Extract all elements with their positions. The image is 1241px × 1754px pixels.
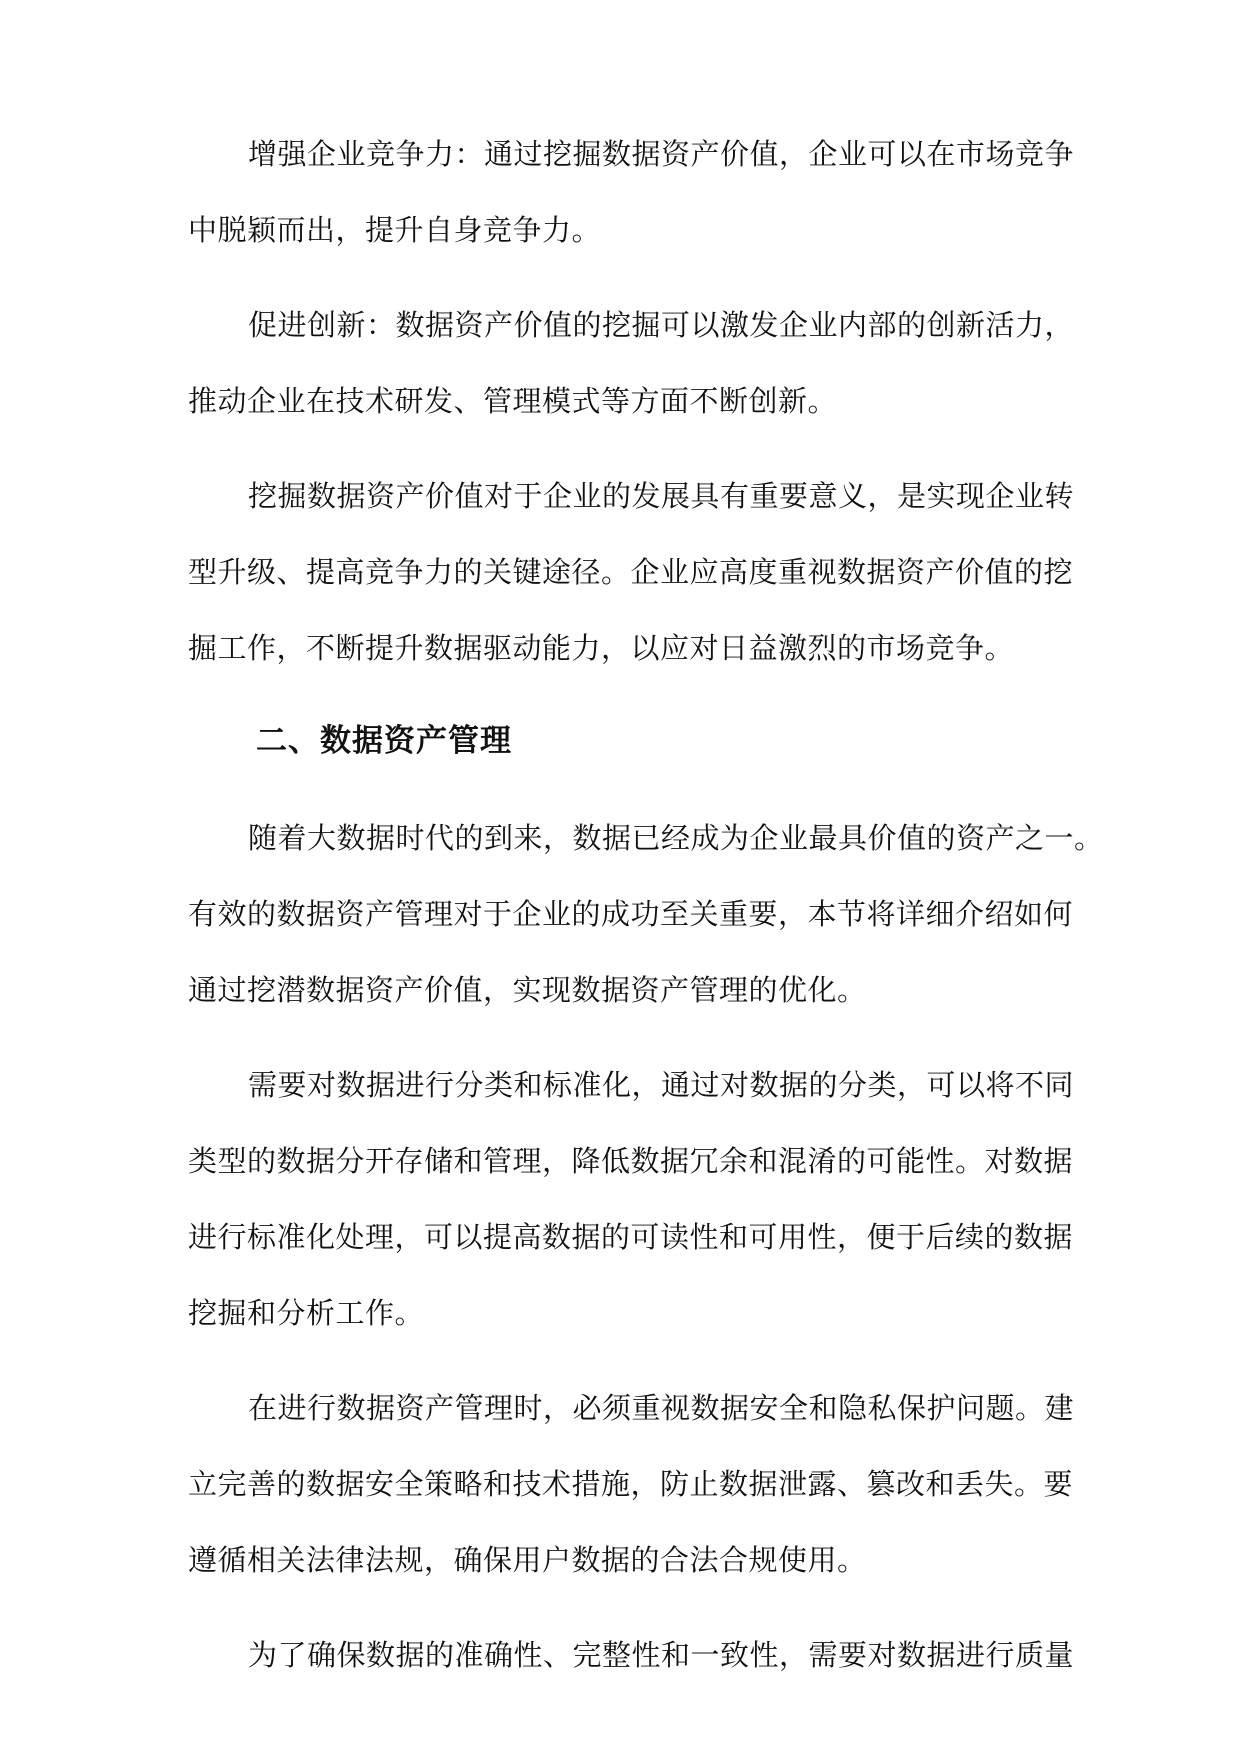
- text-line: 进行标准化处理，可以提高数据的可读性和可用性，便于后续的数据: [188, 1220, 1074, 1254]
- text-line: 为了确保数据的准确性、完整性和一致性，需要对数据进行质量: [248, 1638, 1075, 1672]
- section-heading: 二、数据资产管理: [256, 723, 512, 759]
- text-line: 立完善的数据安全策略和技术措施，防止数据泄露、篡改和丢失。要: [188, 1467, 1074, 1501]
- text-line: 有效的数据资产管理对于企业的成功至关重要，本节将详细介绍如何: [188, 897, 1074, 931]
- text-line: 促进创新：数据资产价值的挖掘可以激发企业内部的创新活力，: [248, 308, 1075, 342]
- text-line: 推动企业在技术研发、管理模式等方面不断创新。: [188, 384, 838, 418]
- text-line: 在进行数据资产管理时，必须重视数据安全和隐私保护问题。建: [248, 1391, 1075, 1425]
- text-line: 增强企业竞争力：通过挖掘数据资产价值，企业可以在市场竞争: [248, 137, 1075, 171]
- text-line: 中脱颖而出，提升自身竞争力。: [188, 213, 602, 247]
- text-line: 挖掘和分析工作。: [188, 1296, 425, 1330]
- text-line: 随着大数据时代的到来，数据已经成为企业最具价值的资产之一。: [248, 821, 1104, 855]
- text-line: 类型的数据分开存储和管理，降低数据冗余和混淆的可能性。对数据: [188, 1144, 1074, 1178]
- text-line: 型升级、提高竞争力的关键途径。企业应高度重视数据资产价值的挖: [188, 555, 1074, 589]
- text-line: 通过挖潜数据资产价值，实现数据资产管理的优化。: [188, 973, 867, 1007]
- text-line: 需要对数据进行分类和标准化，通过对数据的分类，可以将不同: [248, 1068, 1075, 1102]
- text-line: 掘工作，不断提升数据驱动能力，以应对日益激烈的市场竞争。: [188, 631, 1015, 665]
- text-line: 遵循相关法律法规，确保用户数据的合法合规使用。: [188, 1543, 867, 1577]
- text-line: 挖掘数据资产价值对于企业的发展具有重要意义，是实现企业转: [248, 479, 1075, 513]
